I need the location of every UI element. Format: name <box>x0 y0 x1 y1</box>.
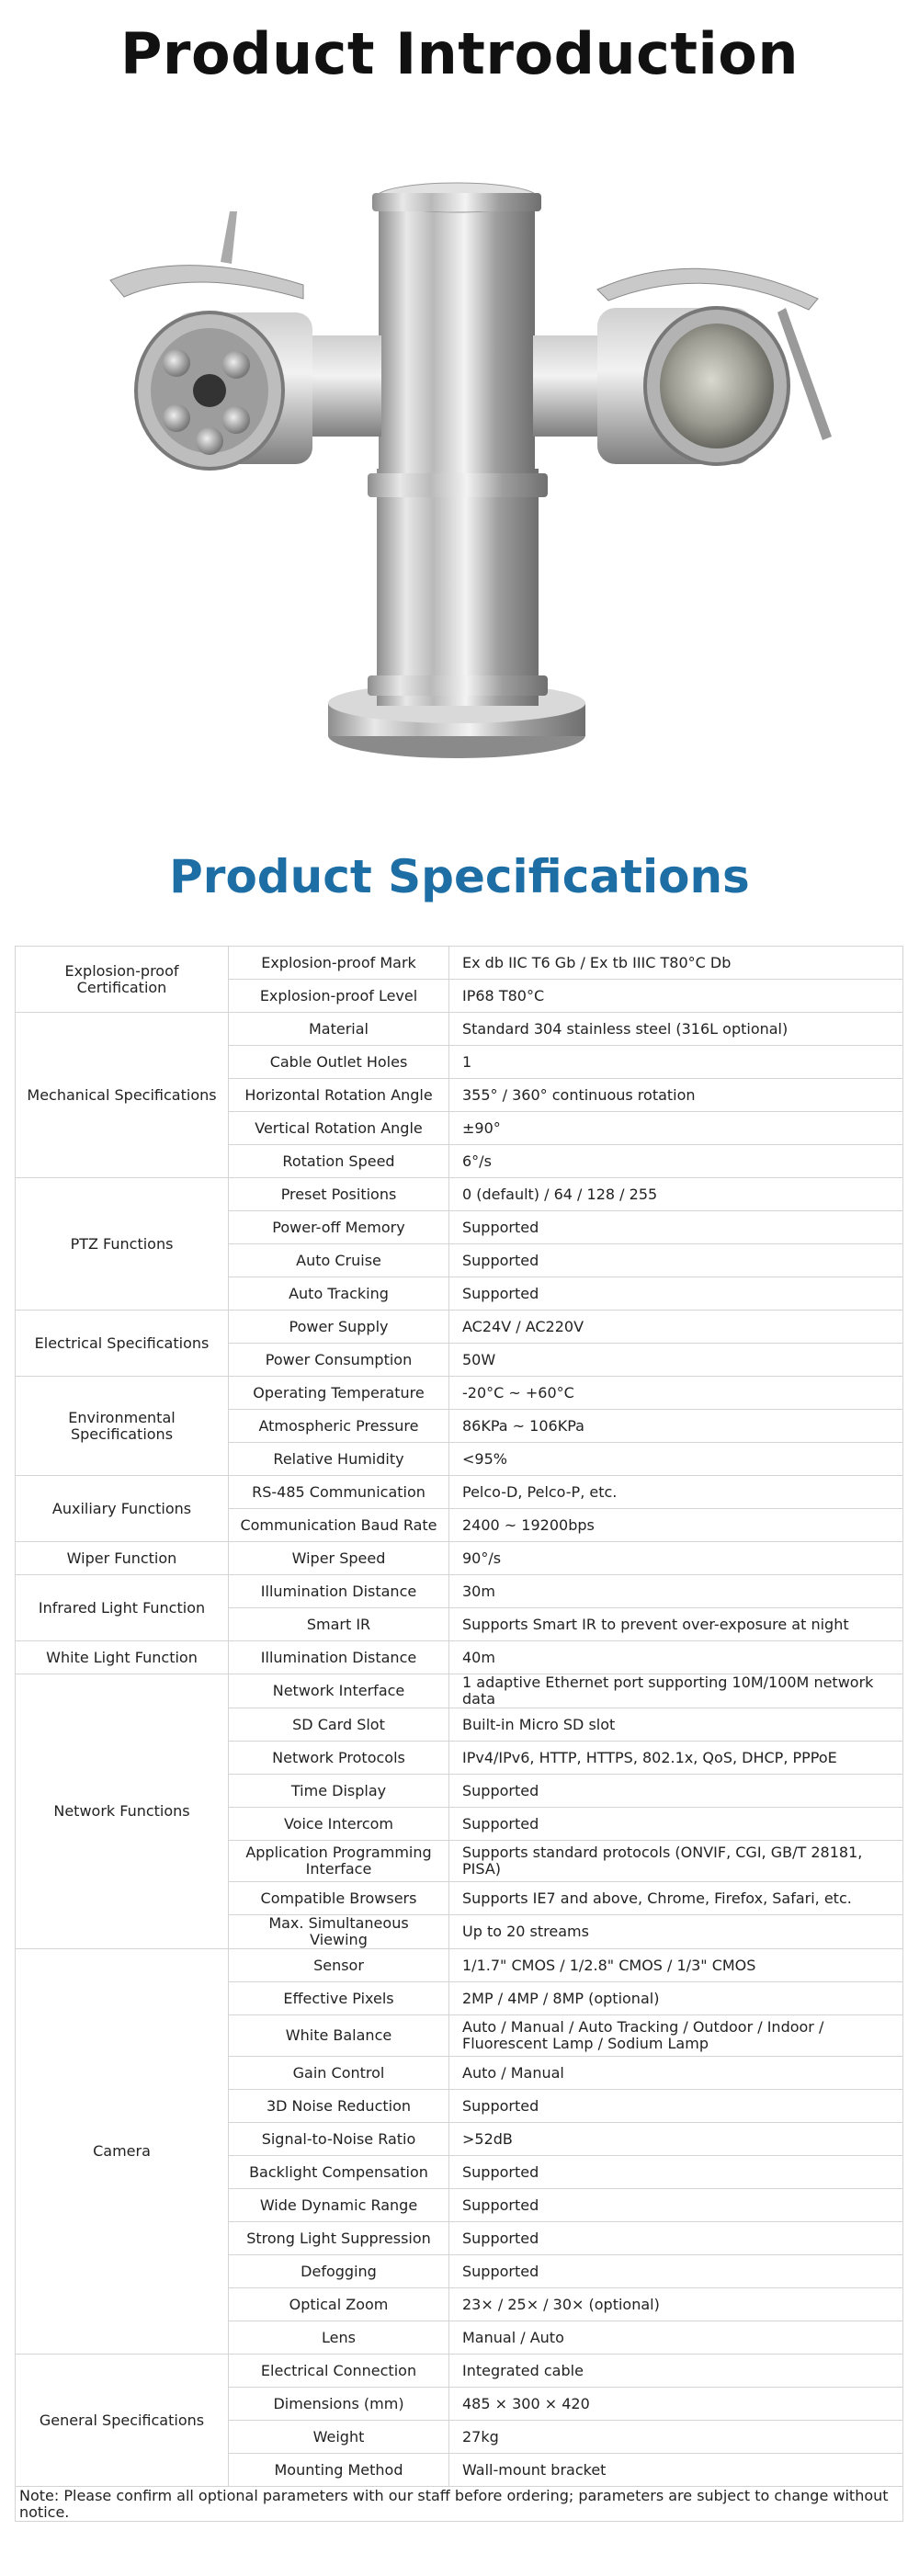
spec-value: 485 × 300 × 420 <box>449 2388 903 2421</box>
spec-value: Pelco-D, Pelco-P, etc. <box>449 1476 903 1509</box>
spec-parameter: Optical Zoom <box>229 2288 449 2321</box>
page-title: Product Introduction <box>119 20 799 87</box>
spec-category: Auxiliary Functions <box>16 1476 229 1542</box>
note-row <box>16 2487 903 2522</box>
spec-value: Supported <box>449 1808 903 1841</box>
spec-parameter: Application Programming Interface <box>229 1841 449 1882</box>
table-row <box>16 1377 903 1410</box>
spec-parameter: Illumination Distance <box>229 1641 449 1674</box>
spec-value: 86KPa ~ 106KPa <box>449 1410 903 1443</box>
spec-value: Auto / Manual / Auto Tracking / Outdoor / Indoor / Fluorescent Lamp / Sodium Lamp <box>449 2015 903 2057</box>
spec-value: Manual / Auto <box>449 2321 903 2355</box>
spec-value: Supported <box>449 1244 903 1277</box>
spec-category: Infrared Light Function <box>16 1575 229 1641</box>
spec-parameter: Voice Intercom <box>229 1808 449 1841</box>
spec-value: 30m <box>449 1575 903 1608</box>
table-row <box>16 1641 903 1674</box>
spec-category: Mechanical Specifications <box>16 1013 229 1178</box>
spec-value: Integrated cable <box>449 2355 903 2388</box>
spec-value: Supported <box>449 1277 903 1311</box>
spec-value: IPv4/IPv6, HTTP, HTTPS, 802.1x, QoS, DHCP, PPPoE <box>449 1742 903 1775</box>
spec-parameter: Smart IR <box>229 1608 449 1641</box>
spec-category: Camera <box>16 1949 229 2355</box>
spec-category: General Specifications <box>16 2355 229 2487</box>
spec-value: 2400 ~ 19200bps <box>449 1509 903 1542</box>
spec-table <box>15 946 903 2522</box>
spec-parameter: Explosion-proof Level <box>229 980 449 1013</box>
spec-parameter: Illumination Distance <box>229 1575 449 1608</box>
spec-parameter: Signal-to-Noise Ratio <box>229 2123 449 2156</box>
spec-parameter: Time Display <box>229 1775 449 1808</box>
spec-parameter: Explosion-proof Mark <box>229 947 449 980</box>
spec-category: Explosion-proof Certification <box>16 947 229 1013</box>
spec-parameter: Cable Outlet Holes <box>229 1046 449 1079</box>
spec-value: 6°/s <box>449 1145 903 1178</box>
spec-parameter: Horizontal Rotation Angle <box>229 1079 449 1112</box>
table-row <box>16 1476 903 1509</box>
spec-value: 23× / 25× / 30× (optional) <box>449 2288 903 2321</box>
table-row <box>16 947 903 980</box>
product-image <box>0 161 919 804</box>
spec-parameter: Electrical Connection <box>229 2355 449 2388</box>
spec-value: 1 adaptive Ethernet port supporting 10M/100M network data <box>449 1674 903 1708</box>
spec-value: IP68 T80°C <box>449 980 903 1013</box>
spec-parameter: Power Supply <box>229 1311 449 1344</box>
spec-value: 1/1.7" CMOS / 1/2.8" CMOS / 1/3" CMOS <box>449 1949 903 1982</box>
spec-value: Supported <box>449 2156 903 2189</box>
spec-parameter: Power Consumption <box>229 1344 449 1377</box>
spec-value: Standard 304 stainless steel (316L optional) <box>449 1013 903 1046</box>
spec-parameter: Backlight Compensation <box>229 2156 449 2189</box>
table-row <box>16 2355 903 2388</box>
spec-value: Supported <box>449 2222 903 2255</box>
table-row <box>16 1575 903 1608</box>
spec-parameter: 3D Noise Reduction <box>229 2090 449 2123</box>
spec-value: Supported <box>449 2189 903 2222</box>
spec-value: <95% <box>449 1443 903 1476</box>
spec-title: Product Specifications <box>169 850 750 903</box>
spec-parameter: Mounting Method <box>229 2454 449 2487</box>
spec-value: 40m <box>449 1641 903 1674</box>
spec-value: AC24V / AC220V <box>449 1311 903 1344</box>
spec-value: 2MP / 4MP / 8MP (optional) <box>449 1982 903 2015</box>
spec-category: Wiper Function <box>16 1542 229 1575</box>
spec-category: White Light Function <box>16 1641 229 1674</box>
spec-category: Electrical Specifications <box>16 1311 229 1377</box>
spec-parameter: Strong Light Suppression <box>229 2222 449 2255</box>
spec-parameter: White Balance <box>229 2015 449 2057</box>
table-row <box>16 1311 903 1344</box>
spec-parameter: Vertical Rotation Angle <box>229 1112 449 1145</box>
table-row <box>16 1542 903 1575</box>
spec-parameter: Defogging <box>229 2255 449 2288</box>
spec-parameter: Wiper Speed <box>229 1542 449 1575</box>
spec-parameter: Relative Humidity <box>229 1443 449 1476</box>
spec-category: PTZ Functions <box>16 1178 229 1311</box>
spec-parameter: Compatible Browsers <box>229 1882 449 1915</box>
spec-value: Supports Smart IR to prevent over-exposure at night <box>449 1608 903 1641</box>
spec-value: ±90° <box>449 1112 903 1145</box>
spec-value: Supported <box>449 2255 903 2288</box>
spec-parameter: Auto Cruise <box>229 1244 449 1277</box>
spec-value: 27kg <box>449 2421 903 2454</box>
spec-parameter: Material <box>229 1013 449 1046</box>
spec-parameter: SD Card Slot <box>229 1708 449 1742</box>
spec-parameter: Communication Baud Rate <box>229 1509 449 1542</box>
spec-parameter: Wide Dynamic Range <box>229 2189 449 2222</box>
spec-category: Network Functions <box>16 1674 229 1949</box>
spec-parameter: Power-off Memory <box>229 1211 449 1244</box>
spec-parameter: Preset Positions <box>229 1178 449 1211</box>
spec-parameter: Rotation Speed <box>229 1145 449 1178</box>
spec-parameter: Weight <box>229 2421 449 2454</box>
spec-parameter: Network Interface <box>229 1674 449 1708</box>
table-row <box>16 1178 903 1211</box>
spec-value: 90°/s <box>449 1542 903 1575</box>
spec-value: Supported <box>449 1211 903 1244</box>
spec-value: Up to 20 streams <box>449 1915 903 1949</box>
spec-value: 0 (default) / 64 / 128 / 255 <box>449 1178 903 1211</box>
spec-value: Supports IE7 and above, Chrome, Firefox, Safari, etc. <box>449 1882 903 1915</box>
spec-parameter: Effective Pixels <box>229 1982 449 2015</box>
spec-value: 355° / 360° continuous rotation <box>449 1079 903 1112</box>
spec-parameter: Sensor <box>229 1949 449 1982</box>
spec-value: Supported <box>449 1775 903 1808</box>
spec-parameter: Atmospheric Pressure <box>229 1410 449 1443</box>
spec-value: >52dB <box>449 2123 903 2156</box>
spec-parameter: RS-485 Communication <box>229 1476 449 1509</box>
table-row <box>16 1674 903 1708</box>
spec-value: Built-in Micro SD slot <box>449 1708 903 1742</box>
spec-value: Wall-mount bracket <box>449 2454 903 2487</box>
spec-category: Environmental Specifications <box>16 1377 229 1476</box>
spec-parameter: Max. Simultaneous Viewing <box>229 1915 449 1949</box>
spec-parameter: Lens <box>229 2321 449 2355</box>
spec-parameter: Network Protocols <box>229 1742 449 1775</box>
spec-parameter: Gain Control <box>229 2057 449 2090</box>
spec-parameter: Operating Temperature <box>229 1377 449 1410</box>
spec-value: 1 <box>449 1046 903 1079</box>
spec-parameter: Auto Tracking <box>229 1277 449 1311</box>
spec-value: Supported <box>449 2090 903 2123</box>
spec-parameter: Dimensions (mm) <box>229 2388 449 2421</box>
table-row <box>16 1013 903 1046</box>
table-row <box>16 1949 903 1982</box>
footnote: Note: Please confirm all optional parameters with our staff before ordering; parameters are subject to change without notice. <box>16 2487 903 2522</box>
spec-value: Ex db IIC T6 Gb / Ex tb IIIC T80°C Db <box>449 947 903 980</box>
spec-value: -20°C ~ +60°C <box>449 1377 903 1410</box>
spec-value: Auto / Manual <box>449 2057 903 2090</box>
spec-value: 50W <box>449 1344 903 1377</box>
spec-value: Supports standard protocols (ONVIF, CGI, GB/T 28181, PISA) <box>449 1841 903 1882</box>
